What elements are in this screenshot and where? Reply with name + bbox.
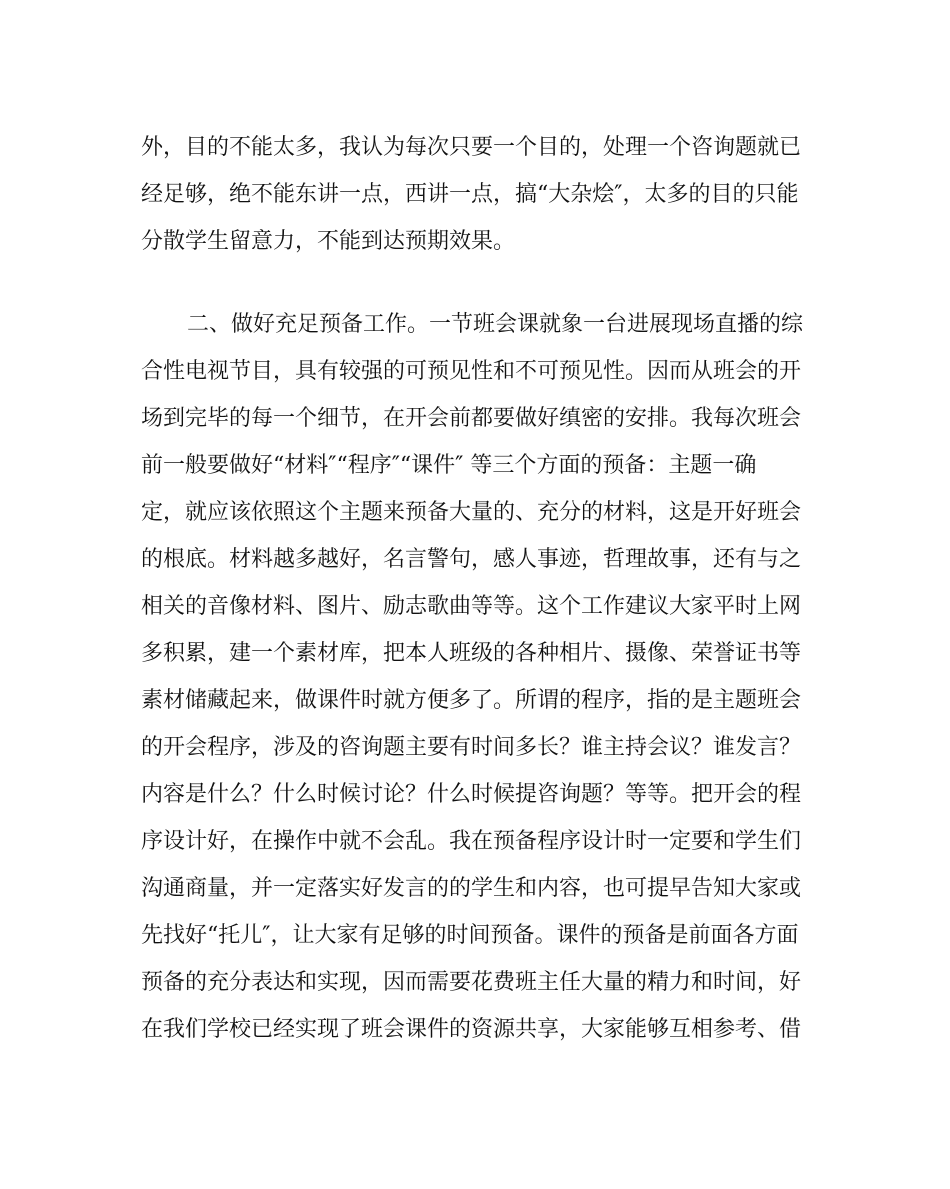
text-line: 在我们学校已经实现了班会课件的资源共享，大家能够互相参考、借 [141, 1017, 802, 1042]
text-line: 二、做好充足预备工作。一节班会课就象一台进展现场直播的综 [187, 312, 804, 337]
text-line: 内容是什么？什么时候讨论？什么时候提咨询题？等等。把开会的程 [141, 782, 802, 807]
text-line: 多积累，建一个素材库，把本人班级的各种相片、摄像、荣誉证书等 [141, 641, 802, 666]
text-line: 相关的音像材料、图片、励志歌曲等等。这个工作建议大家平时上网 [141, 594, 802, 619]
text-line: 外，目的不能太多，我认为每次只要一个目的，处理一个咨询题就已 [141, 135, 802, 160]
text-line: 预备的充分表达和实现，因而需要花费班主任大量的精力和时间，好 [141, 970, 802, 995]
text-line: 的根底。材料越多越好，名言警句，感人事迹，哲理故事，还有与之 [141, 547, 802, 572]
text-line: 场到完毕的每一个细节，在开会前都要做好缜密的安排。我每次班会 [141, 406, 802, 431]
text-line: 前一般要做好“材料″“程序″“课件″ 等三个方面的预备：主题一确 [141, 453, 757, 478]
text-line: 合性电视节目，具有较强的可预见性和不可预见性。因而从班会的开 [141, 359, 802, 384]
text-line: 素材储藏起来，做课件时就方便多了。所谓的程序，指的是主题班会 [141, 688, 802, 713]
text-line: 先找好“托儿″，让大家有足够的时间预备。课件的预备是前面各方面 [141, 923, 799, 948]
text-line: 定，就应该依照这个主题来预备大量的、充分的材料，这是开好班会 [141, 500, 802, 525]
text-line: 沟通商量，并一定落实好发言的的学生和内容，也可提早告知大家或 [141, 876, 802, 901]
text-line: 序设计好，在操作中就不会乱。我在预备程序设计时一定要和学生们 [141, 829, 802, 854]
text-line: 经足够，绝不能东讲一点，西讲一点，搞“大杂烩″，太多的目的只能 [141, 182, 799, 207]
text-line: 的开会程序，涉及的咨询题主要有时间多长？谁主持会议？谁发言？ [141, 735, 802, 760]
text-line: 分散学生留意力，不能到达预期效果。 [141, 229, 516, 254]
